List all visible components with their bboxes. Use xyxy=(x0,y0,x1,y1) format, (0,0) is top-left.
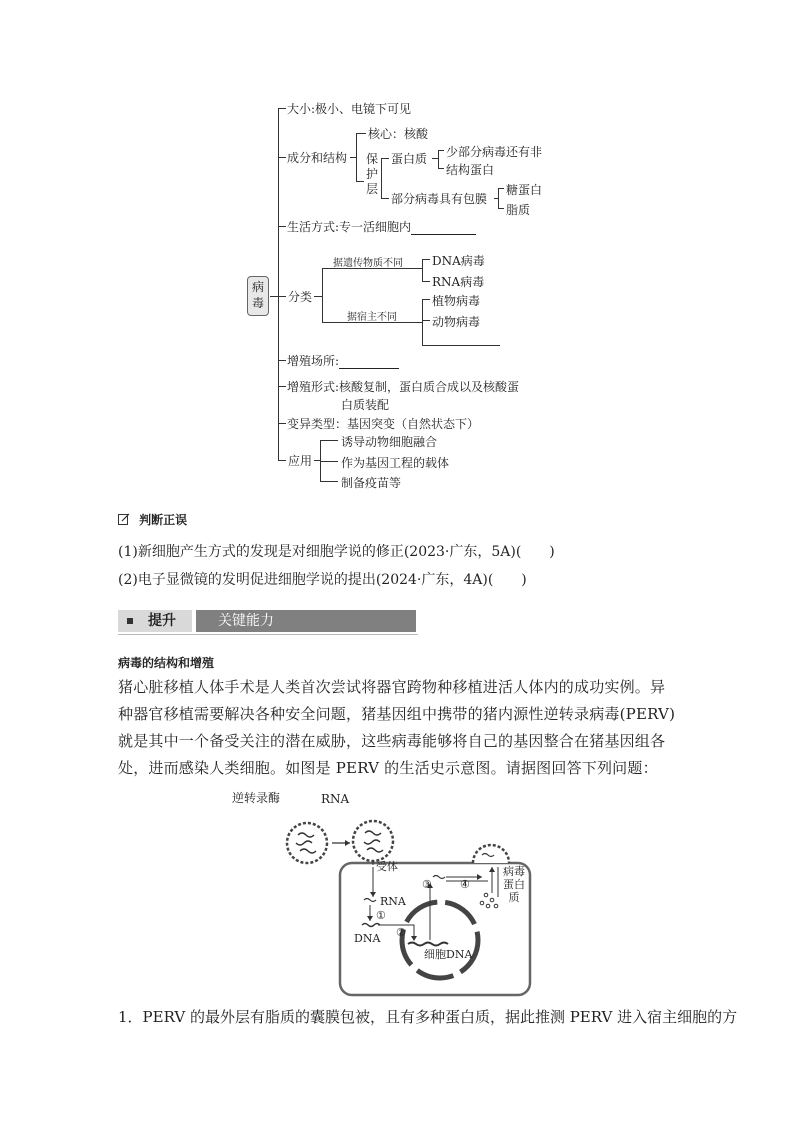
label-cell-dna: 细胞DNA xyxy=(424,948,473,961)
answer-blank[interactable] xyxy=(339,356,399,369)
mindmap-size: 大小:极小、电镜下可见 xyxy=(287,102,412,116)
mindmap-form-1: 增殖形式:核酸复制，蛋白质合成以及核酸蛋 xyxy=(287,380,520,394)
mindmap-app-1: 诱导动物细胞融合 xyxy=(341,435,438,449)
label-step-3: ③ xyxy=(422,878,432,891)
mindmap-variation: 变异类型：基因突变（自然状态下） xyxy=(287,417,480,431)
section-header xyxy=(118,610,418,632)
mindmap-core: 核心：核酸 xyxy=(368,127,429,141)
mindmap-protein-note-2: 结构蛋白 xyxy=(446,163,495,177)
label-receptor: 受体 xyxy=(376,860,398,873)
passage-body: 猪心脏移植人体手术是人类首次尝试将器官跨物种移植进活人体内的成功实例。异种器官移植需要解决各种安全问题，猪基因组中携带的猪内源性逆转录病毒(PERV)就是其中一个备受关注的潜在威胁，这些病毒能够将自己的基因整合在猪基因组各处，进而感染人类细胞。如图是 PERV 的生活史示意图。请据图回答下列问题： xyxy=(118,678,676,777)
virus-particle-attached xyxy=(353,821,393,861)
virus-particle-free xyxy=(287,823,327,863)
mindmap-protein: 蛋白质 xyxy=(391,152,428,166)
mindmap-app-3: 制备疫苗等 xyxy=(341,476,402,490)
label-step-2: ② xyxy=(396,926,406,939)
mindmap-root: 病毒 xyxy=(247,276,269,316)
mindmap-classify: 分类 xyxy=(288,290,313,304)
square-icon xyxy=(127,618,133,624)
virus-particle-budding xyxy=(473,845,509,863)
mindmap-site: 增殖场所: xyxy=(287,352,399,369)
mindmap-rna-virus: RNA病毒 xyxy=(432,275,485,289)
mindmap-glycoprotein: 糖蛋白 xyxy=(506,183,543,197)
section-tag: 提升 xyxy=(148,613,176,629)
label-step-4: ④ xyxy=(460,878,470,891)
mindmap-by-material: 据遗传物质不同 xyxy=(333,258,403,269)
judge-question-1: (1)新细胞产生方式的发现是对细胞学说的修正(2023·广东，5A)( ) xyxy=(118,544,555,560)
label-dna: DNA xyxy=(354,932,381,945)
mindmap-lipid: 脂质 xyxy=(506,203,531,217)
label-reverse-transcriptase: 逆转录酶 xyxy=(232,791,281,805)
mindmap-protective-layer: 保护层 xyxy=(366,152,379,196)
mindmap-dna-virus: DNA病毒 xyxy=(432,254,485,268)
mindmap-composition: 成分和结构 xyxy=(287,151,348,165)
mindmap-protein-note-1: 少部分病毒还有非 xyxy=(446,145,543,159)
perv-lifecycle-figure xyxy=(230,785,560,1000)
judge-question-2: (2)电子显微镜的发明促进细胞学说的提出(2024·广东，4A)( ) xyxy=(118,572,527,588)
section-title: 关键能力 xyxy=(196,610,416,632)
answer-blank[interactable] xyxy=(411,222,476,235)
mindmap-lifestyle: 生活方式:专一活细胞内 xyxy=(287,218,476,235)
mindmap-app-2: 作为基因工程的载体 xyxy=(341,456,450,470)
mindmap-envelope: 部分病毒具有包膜 xyxy=(391,192,488,206)
mindmap-application: 应用 xyxy=(288,454,313,468)
mindmap-form-2: 白质装配 xyxy=(341,398,390,412)
mindmap-animal-virus: 动物病毒 xyxy=(432,315,481,329)
mindmap-by-host: 据宿主不同 xyxy=(347,312,397,323)
judge-header: 判断正误 xyxy=(118,509,187,528)
question-1: 1．PERV 的最外层有脂质的囊膜包被，且有多种蛋白质，据此推测 PERV 进入宿主细胞的方 xyxy=(118,1008,738,1026)
mindmap-plant-virus: 植物病毒 xyxy=(432,294,481,308)
label-rna-top: RNA xyxy=(321,792,350,806)
label-rna-mid: RNA xyxy=(380,895,406,908)
label-step-1: ① xyxy=(376,909,386,922)
edit-icon xyxy=(118,513,130,525)
label-viral-protein: 病毒蛋白质 xyxy=(503,865,525,904)
passage-subtitle: 病毒的结构和增殖 xyxy=(118,656,215,670)
